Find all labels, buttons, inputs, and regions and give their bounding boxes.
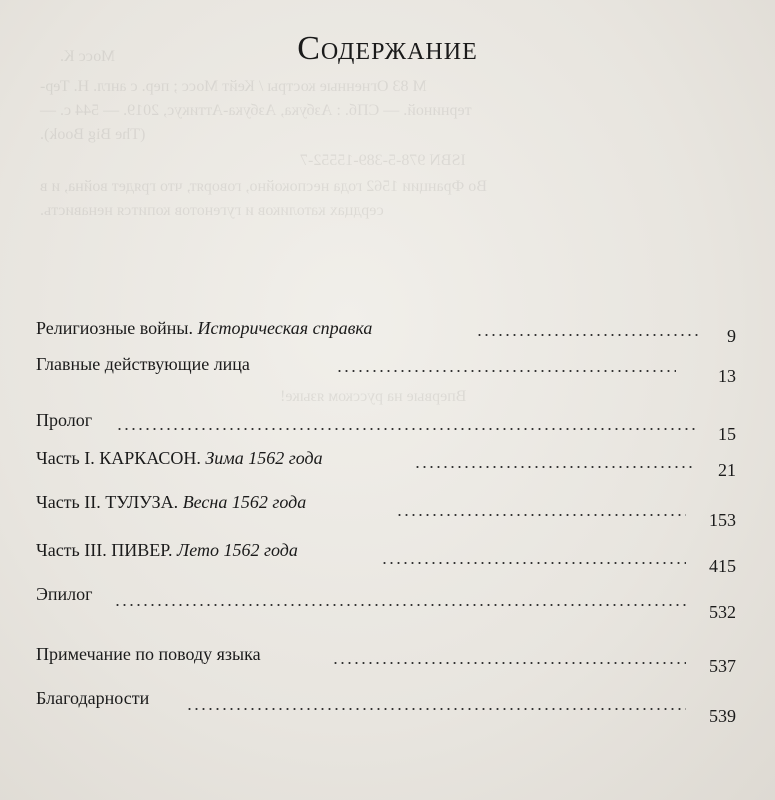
toc-leader-dots [414, 466, 696, 468]
bleed-through-line: Впервые на русском языке! [280, 388, 467, 405]
page-title: Содержание [297, 30, 478, 67]
toc-entry-title [36, 448, 323, 469]
toc-entry-title [36, 540, 298, 561]
toc-page-number: 539 [709, 706, 736, 726]
toc-entry[interactable] [36, 354, 736, 396]
toc-entry-title [36, 644, 261, 665]
toc-leader-dots [476, 334, 700, 336]
toc-entry-title [36, 584, 93, 605]
toc-leader-dots [396, 514, 686, 516]
toc-entry-title [36, 318, 372, 339]
toc-leader-dots [186, 708, 686, 710]
bleed-through-line: Во Франции 1562 года неспокойно, говорят, что грядет война, и в [40, 178, 487, 195]
toc-entry-title [36, 492, 306, 513]
bleed-through-line: (The Big Book). [40, 126, 146, 143]
bleed-through-line: Мосс К. [60, 48, 116, 65]
toc-leader-dots [332, 662, 686, 664]
toc-page-number: 415 [709, 556, 736, 576]
toc-entry[interactable] [36, 448, 736, 490]
toc-entry-main: Часть I. КАРКАСОН. [36, 448, 206, 468]
toc-leader-dots [336, 370, 676, 372]
toc-page-number: 537 [709, 656, 736, 676]
toc-entry[interactable] [36, 644, 736, 686]
toc-entry-main: Пролог [36, 410, 93, 430]
toc-entry-italic: Лето 1562 года [177, 540, 298, 560]
toc-leader-dots [381, 562, 686, 564]
toc-leader-dots [116, 428, 696, 430]
bleed-through-line: терниной. — СПб. : Азбука, Азбука-Аттикус, 2019. — 544 с. — [40, 102, 472, 119]
table-of-contents [36, 318, 736, 726]
bleed-through-line: сердцах католиков и гугенотов копится ненависть. [40, 202, 384, 219]
toc-entry[interactable] [36, 492, 736, 534]
toc-entry-main: Религиозные войны. [36, 318, 198, 338]
toc-entry-title [36, 688, 149, 709]
toc-page-number: 13 [718, 366, 736, 386]
bleed-through-line: М 83 Огненные костры / Кейт Мосс ; пер. с англ. Н. Тер- [40, 78, 427, 95]
toc-leader-dots [114, 604, 686, 606]
toc-entry[interactable] [36, 584, 736, 626]
toc-entry[interactable] [36, 410, 736, 452]
toc-entry-title [36, 354, 250, 375]
toc-page-number: 532 [709, 602, 736, 622]
toc-entry-main: Благодарности [36, 688, 150, 708]
toc-entry-italic: Историческая справка [197, 318, 373, 338]
toc-entry-main: Эпилог [36, 584, 93, 604]
toc-entry[interactable] [36, 540, 736, 582]
toc-entry-title [36, 410, 92, 431]
bleed-through-line: ISBN 978-5-389-15552-7 [300, 152, 466, 169]
toc-entry-main: Главные действующие лица [36, 354, 250, 374]
toc-page-number: 21 [718, 460, 736, 480]
toc-entry-italic: Зима 1562 года [205, 448, 323, 468]
toc-entry-main: Примечание по поводу языка [36, 644, 261, 664]
toc-entry-italic: Весна 1562 года [182, 492, 307, 512]
toc-entry[interactable] [36, 688, 736, 730]
toc-entry-main: Часть III. ПИВЕР. [36, 540, 177, 560]
toc-page-number: 9 [727, 326, 736, 346]
toc-page-number: 153 [709, 510, 736, 530]
toc-page-number: 15 [718, 424, 736, 444]
toc-entry-main: Часть II. ТУЛУЗА. [36, 492, 183, 512]
